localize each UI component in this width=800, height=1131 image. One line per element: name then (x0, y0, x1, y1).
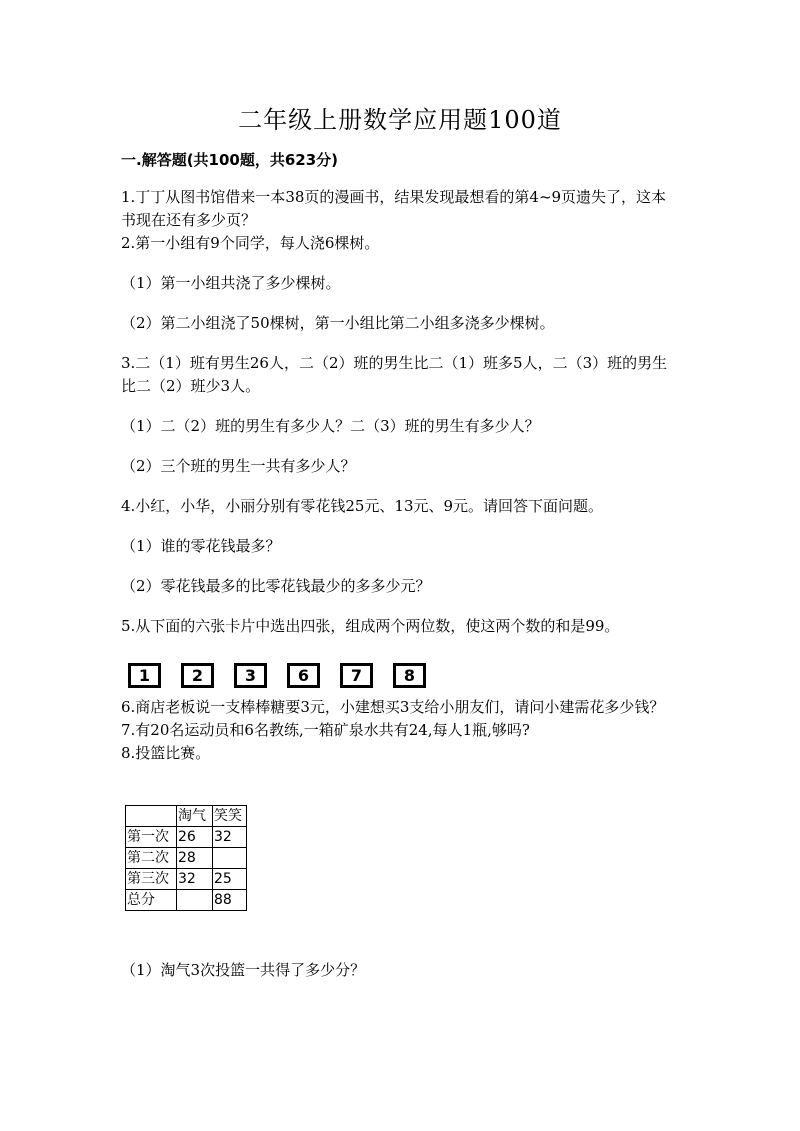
table-cell: 第二次 (126, 848, 177, 869)
table-cell: 32 (213, 827, 247, 848)
table-row (126, 827, 247, 848)
table-cell: 32 (177, 869, 213, 890)
question-2-part-1: （1）第一小组共浇了多少棵树。 (121, 274, 341, 292)
number-card: 3 (234, 663, 267, 688)
question-2-part-2: （2）第二小组浇了50棵树，第一小组比第二小组多浇多少棵树。 (121, 314, 555, 332)
table-cell: 第一次 (126, 827, 177, 848)
number-cards (121, 663, 681, 688)
number-card: 1 (128, 663, 161, 688)
question-3: 3.二（1）班有男生26人，二（2）班的男生比二（1）班多5人，二（3）班的男生比二（2）班少3人。 (121, 354, 668, 395)
page-title: 二年级上册数学应用题100道 (238, 106, 562, 134)
table-cell: 26 (177, 827, 213, 848)
question-8-part-1: （1）淘气3次投篮一共得了多少分？ (121, 961, 366, 979)
number-card: 7 (340, 663, 373, 688)
table-header-cell (126, 806, 177, 827)
question-8: 8.投篮比赛。 (121, 744, 211, 762)
question-3-part-1: （1）二（2）班的男生有多少人？二（3）班的男生有多少人？ (121, 417, 540, 435)
section-heading: 一.解答题(共100题，共623分) (121, 151, 339, 169)
score-table (125, 805, 247, 911)
question-6: 6.商店老板说一支棒棒糖要3元，小建想买3支给小朋友们，请问小建需花多少钱？ (121, 698, 665, 716)
table-row (126, 869, 247, 890)
question-4-part-1: （1）谁的零花钱最多？ (121, 537, 281, 555)
table-row (126, 848, 247, 869)
table-cell: 88 (213, 890, 247, 911)
question-1: 1.丁丁从图书馆借来一本38页的漫画书，结果发现最想看的第4~9页遗失了，这本书现在还有多少页？ (121, 188, 667, 229)
number-card: 6 (287, 663, 320, 688)
question-list (121, 186, 681, 982)
table-cell (177, 890, 213, 911)
table-cell: 25 (213, 869, 247, 890)
table-header-row (126, 806, 247, 827)
question-3-part-2: （2）三个班的男生一共有多少人？ (121, 457, 356, 475)
table-cell: 28 (177, 848, 213, 869)
question-4-part-2: （2）零花钱最多的比零花钱最少的多多少元？ (121, 577, 431, 595)
table-cell: 第三次 (126, 869, 177, 890)
question-5: 5.从下面的六张卡片中选出四张，组成两个两位数，使这两个数的和是99。 (121, 617, 620, 635)
question-4: 4.小红，小华，小丽分别有零花钱25元、13元、9元。请回答下面问题。 (121, 497, 604, 515)
number-card: 8 (393, 663, 426, 688)
table-cell (213, 848, 247, 869)
table-header-cell: 淘气 (177, 806, 213, 827)
table-header-cell: 笑笑 (213, 806, 247, 827)
table-cell: 总分 (126, 890, 177, 911)
number-card: 2 (181, 663, 214, 688)
question-7: 7.有20名运动员和6名教练,一箱矿泉水共有24,每人1瓶,够吗? (121, 721, 530, 739)
question-2: 2.第一小组有9个同学，每人浇6棵树。 (121, 234, 380, 252)
table-row (126, 890, 247, 911)
